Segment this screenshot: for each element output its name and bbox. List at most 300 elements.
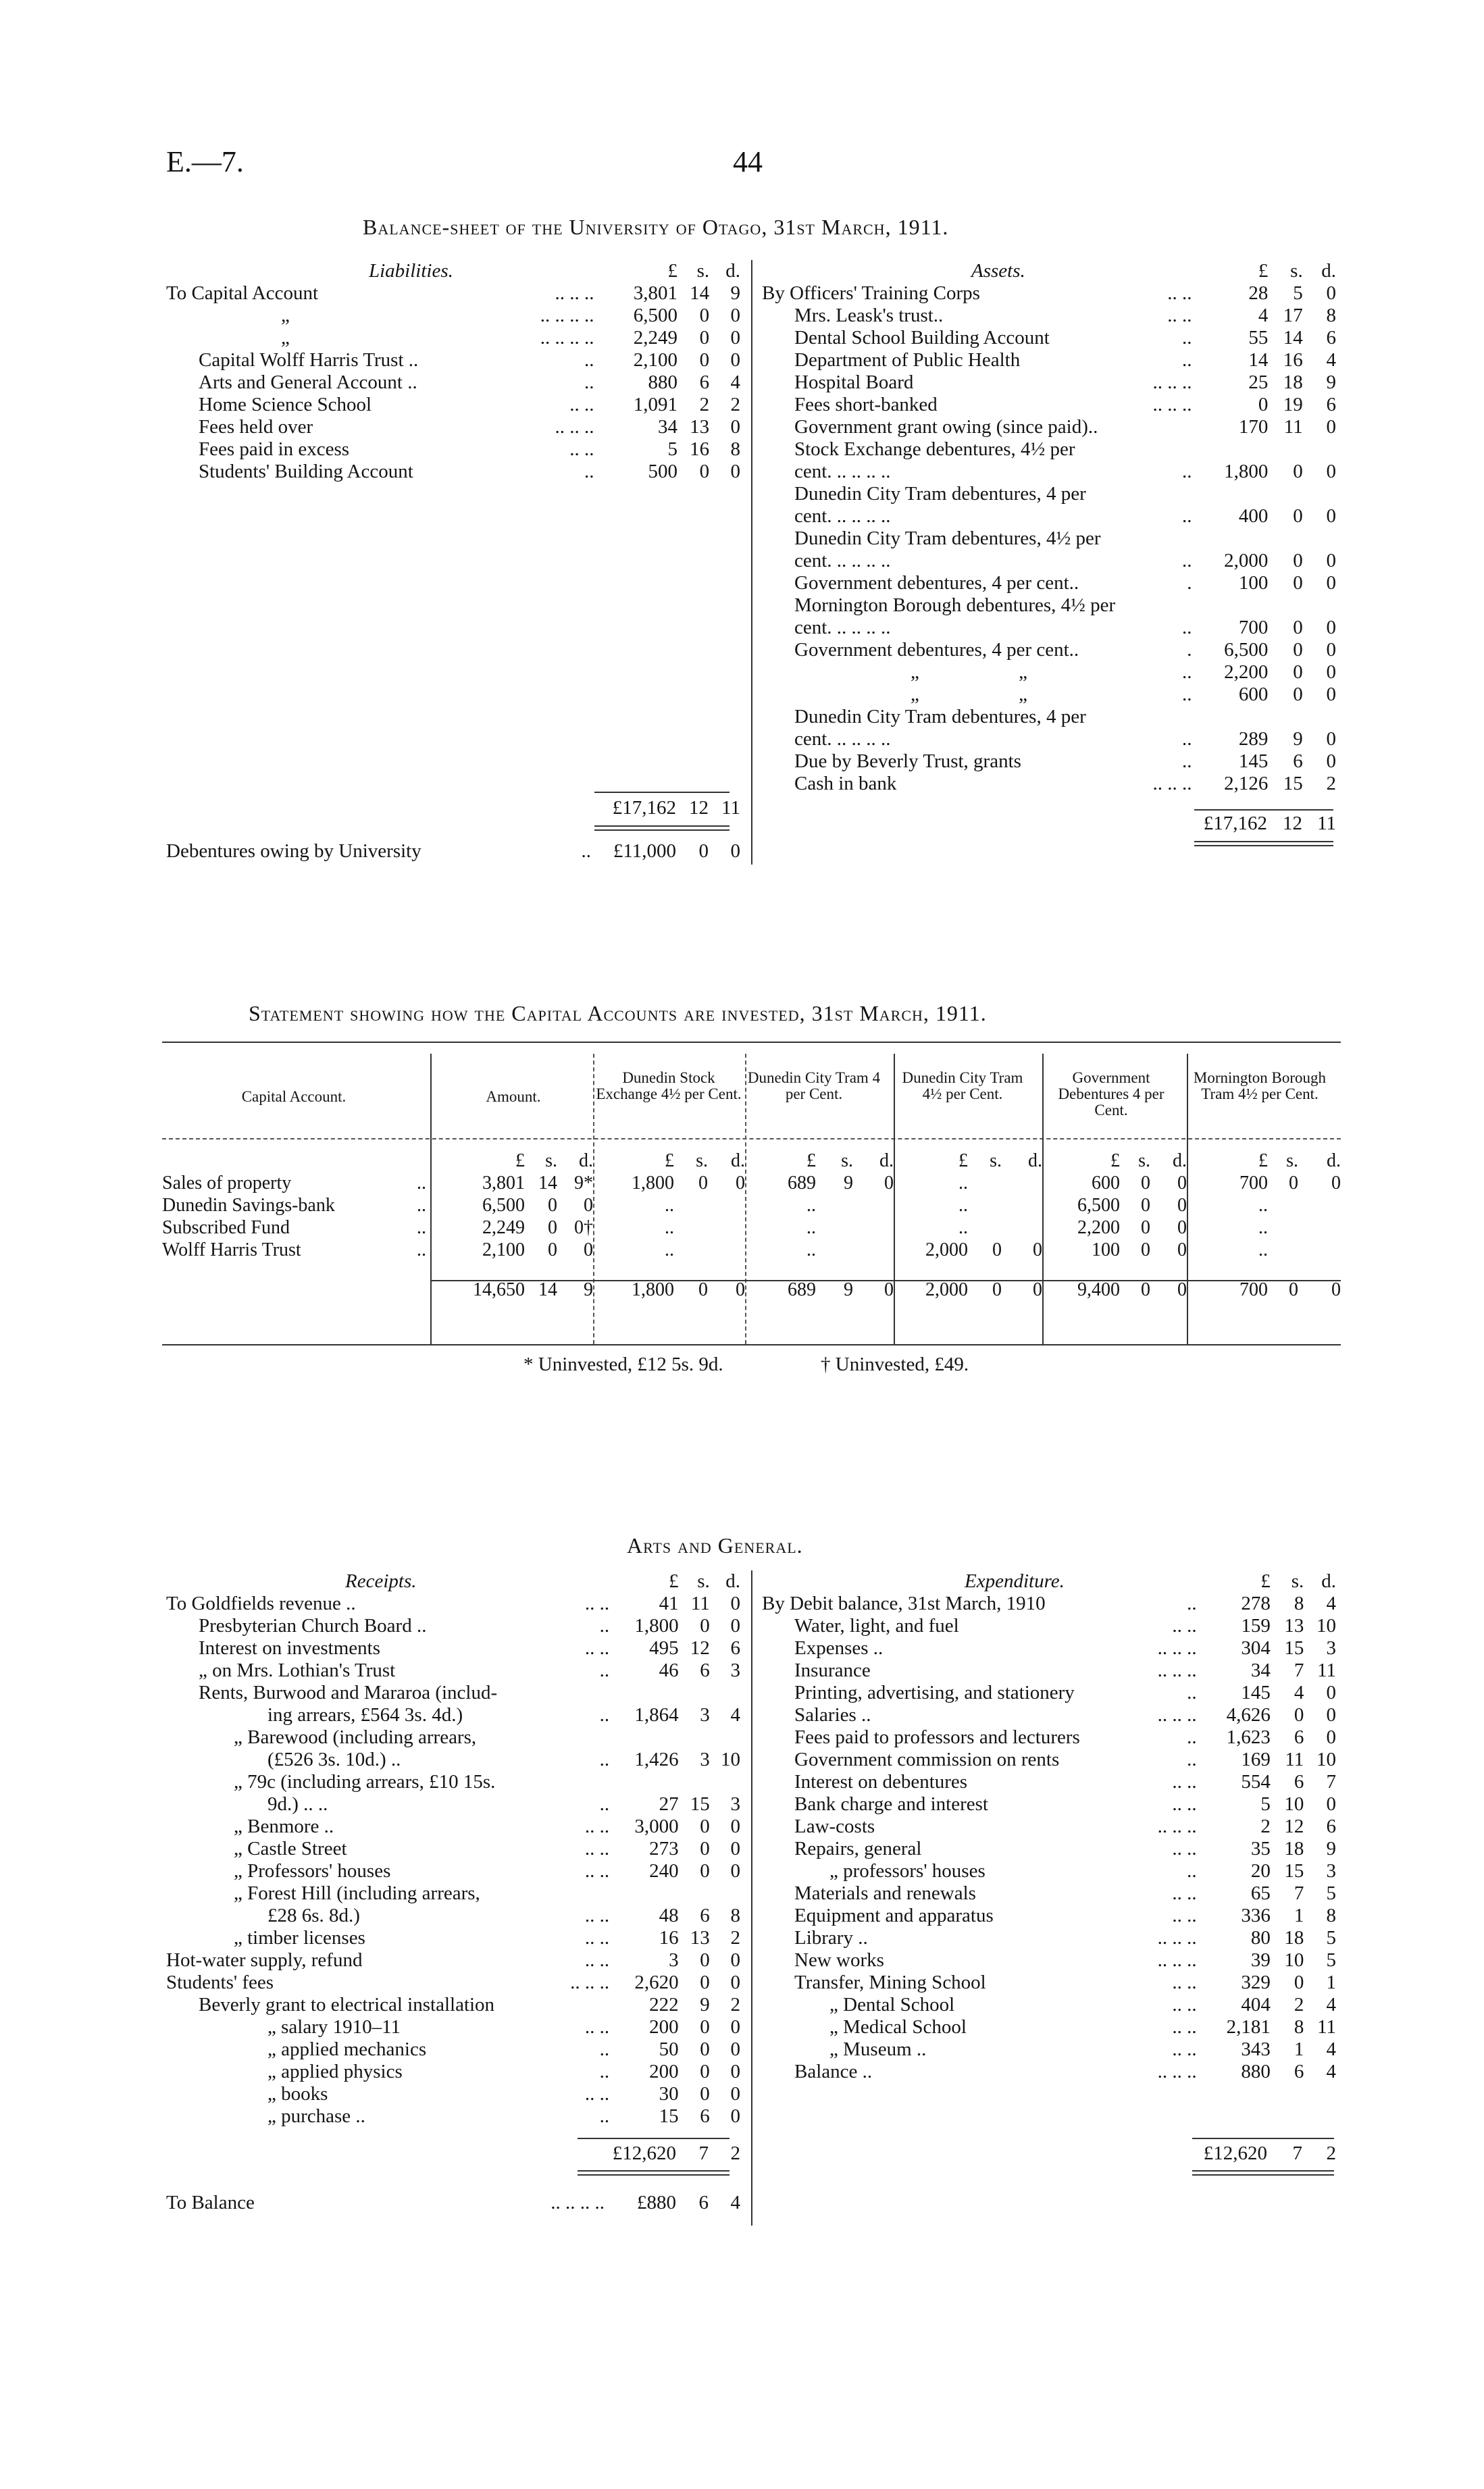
receipt-row bbox=[166, 2016, 740, 2038]
liability-row bbox=[166, 416, 740, 438]
asset-row bbox=[762, 438, 1336, 461]
capital-rows bbox=[162, 1150, 1341, 1301]
liabilities-heading: Liabilities. bbox=[369, 260, 453, 282]
receipt-pounds bbox=[613, 1682, 679, 1704]
asset-pence: 0 bbox=[1326, 461, 1336, 482]
asset-label: Dental School Building Account bbox=[794, 327, 1050, 349]
asset-pounds: 25 bbox=[1248, 371, 1269, 393]
asset-pence: 0 bbox=[1326, 550, 1336, 571]
asset-pence: 8 bbox=[1326, 305, 1336, 326]
asset-pence: 2 bbox=[1326, 773, 1336, 794]
capital-totals-blank bbox=[162, 1279, 385, 1301]
expenditure-label: By Debit balance, 31st March, 1910 bbox=[762, 1593, 1046, 1614]
expenditure-shillings: 6 bbox=[1294, 2061, 1304, 2082]
capital-dct45-pounds: 2,000 bbox=[925, 1239, 968, 1260]
expenditure-label: Library .. bbox=[794, 1927, 868, 1949]
expenditure-leader: .. bbox=[1187, 1593, 1197, 1614]
asset-pence: 0 bbox=[1326, 505, 1336, 527]
liability-shillings: 6 bbox=[699, 371, 710, 393]
expenditure-leader: .. .. .. bbox=[1157, 2061, 1197, 2082]
capital-amount-pounds: 2,100 bbox=[482, 1239, 525, 1260]
expenditure-label: Interest on debentures bbox=[794, 1771, 968, 1793]
asset-leader bbox=[1152, 528, 1196, 550]
expenditure-pounds: 4,626 bbox=[1226, 1704, 1271, 1726]
receipt-pence bbox=[710, 1771, 740, 1793]
capital-leader: .. bbox=[417, 1239, 426, 1260]
expenditure-pence: 11 bbox=[1317, 1660, 1336, 1681]
receipt-label: „ books bbox=[267, 2083, 328, 2105]
capital-footnote-1: * Uninvested, £12 5s. 9d. bbox=[523, 1354, 723, 1375]
liability-label: Students' Building Account bbox=[199, 461, 413, 482]
capital-leader: .. bbox=[417, 1195, 426, 1216]
asset-pence: 0 bbox=[1326, 684, 1336, 705]
asset-pounds bbox=[1196, 438, 1268, 461]
liability-label: „ bbox=[281, 327, 290, 349]
asset-leader bbox=[1152, 594, 1196, 617]
expenditure-pounds: 5 bbox=[1260, 1793, 1271, 1815]
receipt-row bbox=[166, 1704, 740, 1726]
expenditure-shillings: 8 bbox=[1294, 2016, 1304, 2038]
capital-dse-pence bbox=[708, 1194, 745, 1216]
asset-label: Stock Exchange debentures, 4½ per bbox=[794, 438, 1075, 460]
receipt-pounds: 50 bbox=[659, 2038, 679, 2060]
liability-label: Arts and General Account .. bbox=[199, 371, 417, 393]
asset-shillings: 0 bbox=[1293, 661, 1303, 683]
assets-double-rule bbox=[1194, 841, 1333, 842]
asset-pounds: 14 bbox=[1248, 349, 1269, 371]
capital-amount-pence: 0 bbox=[584, 1239, 593, 1260]
receipt-pence bbox=[710, 1682, 740, 1704]
asset-label: cent. .. .. .. .. bbox=[794, 505, 891, 527]
expenditure-shillings: 15 bbox=[1284, 1637, 1304, 1659]
asset-pence: 6 bbox=[1326, 327, 1336, 349]
capital-totals-row bbox=[162, 1279, 1341, 1301]
expenditure-leader: .. .. bbox=[1172, 1882, 1197, 1904]
receipt-pounds: 222 bbox=[649, 1994, 679, 2016]
capital-gov-pounds: 6,500 bbox=[1077, 1195, 1120, 1216]
capital-spacer bbox=[162, 1261, 1341, 1279]
receipt-pounds: 2,620 bbox=[634, 1972, 679, 1993]
receipt-pence: 2 bbox=[730, 1927, 740, 1949]
expenditure-pounds: 1,623 bbox=[1226, 1726, 1271, 1748]
liability-leader: .. .. .. bbox=[555, 282, 594, 304]
expenditure-pence-heading: d. bbox=[1321, 1570, 1336, 1592]
liability-shillings: 13 bbox=[690, 416, 710, 438]
expenditure-shillings: 6 bbox=[1294, 1726, 1304, 1748]
asset-pounds: 400 bbox=[1238, 505, 1269, 527]
liability-shillings: 0 bbox=[699, 349, 710, 371]
asset-row bbox=[762, 305, 1336, 327]
capital-dct4-pence: 0 bbox=[884, 1173, 894, 1194]
expenditure-leader: .. .. bbox=[1172, 1905, 1197, 1926]
expenditure-leader: .. .. bbox=[1172, 1771, 1197, 1793]
capital-table-wrap bbox=[162, 1150, 1341, 1301]
receipt-pence: 4 bbox=[730, 1704, 740, 1726]
receipt-leader: .. bbox=[599, 1793, 610, 1815]
asset-shillings: 0 bbox=[1293, 684, 1303, 705]
receipt-shillings: 3 bbox=[700, 1704, 710, 1726]
asset-pounds: 6,500 bbox=[1224, 639, 1269, 661]
expenditure-section bbox=[762, 1570, 1336, 2083]
receipt-pence: 0 bbox=[730, 1860, 740, 1882]
capital-gov-pounds: 600 bbox=[1092, 1173, 1120, 1194]
asset-label: Dunedin City Tram debentures, 4 per bbox=[794, 706, 1086, 727]
asset-pence: 9 bbox=[1326, 371, 1336, 393]
liability-row bbox=[166, 349, 740, 371]
capital-amount-pence: 0† bbox=[574, 1217, 593, 1238]
receipts-section bbox=[166, 1570, 740, 2128]
asset-row bbox=[762, 528, 1336, 550]
asset-label: Department of Public Health bbox=[794, 349, 1021, 371]
capital-units-row bbox=[162, 1150, 1341, 1172]
expenditure-pounds: 304 bbox=[1241, 1637, 1271, 1659]
capital-head-account: Capital Account. bbox=[241, 1088, 347, 1105]
capital-unit-pound: £ bbox=[807, 1150, 816, 1171]
capital-amount-pounds: 6,500 bbox=[482, 1195, 525, 1216]
expenditure-pence: 7 bbox=[1326, 1771, 1336, 1793]
expenditure-total-pounds: £12,620 bbox=[1203, 2142, 1267, 2164]
receipt-shillings: 9 bbox=[700, 1994, 710, 2016]
capital-bottom-rule bbox=[162, 1344, 1341, 1345]
asset-label: Mornington Borough debentures, 4½ per bbox=[794, 594, 1116, 616]
asset-shillings: 0 bbox=[1293, 505, 1303, 527]
asset-leader: .. bbox=[1181, 550, 1192, 571]
expenditure-label: New works bbox=[794, 1949, 884, 1971]
balance-sheet-divider bbox=[751, 260, 752, 865]
receipt-pounds: 15 bbox=[659, 2105, 679, 2127]
receipt-pence: 0 bbox=[730, 1949, 740, 1971]
receipt-leader: .. .. bbox=[584, 1905, 610, 1926]
debentures-shillings: 0 bbox=[698, 840, 709, 862]
liability-label: „ bbox=[281, 305, 290, 326]
capital-head-dct45: Dunedin City Tram 4½ per Cent. bbox=[902, 1069, 1023, 1102]
assets-total-rule bbox=[1194, 809, 1333, 811]
receipt-leader: .. .. bbox=[584, 2083, 610, 2105]
capital-morn-pence bbox=[1298, 1239, 1341, 1261]
expenditure-row bbox=[762, 1771, 1336, 1793]
expenditure-row bbox=[762, 1882, 1336, 1905]
capital-dct45-pence bbox=[1002, 1216, 1042, 1239]
receipt-pence: 0 bbox=[730, 2083, 740, 2105]
capital-total-gov-shillings: 0 bbox=[1141, 1279, 1150, 1300]
asset-row bbox=[762, 282, 1336, 305]
expenditure-pounds: 159 bbox=[1241, 1615, 1271, 1637]
expenditure-leader: .. .. .. bbox=[1157, 1927, 1197, 1949]
capital-dse-pence: 0 bbox=[736, 1173, 745, 1194]
liability-pounds: 3,801 bbox=[633, 282, 678, 304]
capital-totals-blank bbox=[385, 1279, 430, 1301]
expenditure-row bbox=[762, 1793, 1336, 1816]
liabilities-section bbox=[166, 260, 740, 483]
receipts-rows bbox=[166, 1593, 740, 2128]
expenditure-pence: 4 bbox=[1326, 1994, 1336, 2016]
receipt-row bbox=[166, 1905, 740, 1927]
asset-leader: . bbox=[1187, 572, 1192, 594]
asset-leader: .. bbox=[1181, 327, 1192, 349]
asset-pounds: 55 bbox=[1248, 327, 1269, 349]
capital-statement-title: Statement showing how the Capital Accounts are invested, 31st March, 1911. bbox=[249, 1001, 987, 1025]
receipt-pence: 6 bbox=[730, 1637, 740, 1659]
receipt-shillings bbox=[679, 1726, 710, 1749]
capital-total-dct4-pounds: 689 bbox=[788, 1279, 816, 1300]
expenditure-pence: 1 bbox=[1326, 1972, 1336, 1993]
expenditure-shillings: 10 bbox=[1284, 1793, 1304, 1815]
balance-line bbox=[166, 2192, 740, 2214]
receipt-row bbox=[166, 2083, 740, 2105]
capital-gov-shillings: 0 bbox=[1141, 1195, 1150, 1216]
liability-pounds: 500 bbox=[648, 461, 678, 482]
expenditure-pounds: 404 bbox=[1241, 1994, 1271, 2016]
expenditure-shillings: 18 bbox=[1284, 1838, 1304, 1859]
expenditure-pounds: 145 bbox=[1241, 1682, 1271, 1703]
receipts-heading: Receipts. bbox=[345, 1570, 417, 1592]
receipt-pounds: 240 bbox=[649, 1860, 679, 1882]
receipt-label: „ on Mrs. Lothian's Trust bbox=[199, 1660, 396, 1681]
liability-label: Fees held over bbox=[199, 416, 313, 438]
receipt-row bbox=[166, 1771, 740, 1793]
receipt-pounds: 1,864 bbox=[634, 1704, 679, 1726]
capital-total-rule bbox=[430, 1280, 1341, 1281]
liabilities-total-pence: 11 bbox=[721, 797, 740, 819]
receipt-pounds: 1,800 bbox=[634, 1615, 679, 1637]
capital-head-mornington: Mornington Borough Tram 4½ per Cent. bbox=[1193, 1069, 1327, 1102]
asset-pence: 6 bbox=[1326, 394, 1336, 415]
receipt-pounds: 273 bbox=[649, 1838, 679, 1859]
capital-unit-shilling: s. bbox=[696, 1150, 708, 1171]
expenditure-row bbox=[762, 1994, 1336, 2016]
capital-dct4-pence bbox=[853, 1194, 894, 1216]
expenditure-shillings: 1 bbox=[1294, 2038, 1304, 2060]
asset-row bbox=[762, 483, 1336, 505]
expenditure-shillings: 1 bbox=[1294, 1905, 1304, 1926]
capital-unit-pence: d. bbox=[731, 1150, 745, 1171]
asset-pounds bbox=[1196, 528, 1268, 550]
expenditure-leader: .. .. bbox=[1172, 2038, 1197, 2060]
capital-leader: .. bbox=[417, 1173, 426, 1194]
expenditure-pence: 0 bbox=[1326, 1682, 1336, 1703]
receipt-label: 9d.) .. .. bbox=[267, 1793, 328, 1815]
receipt-row bbox=[166, 1994, 740, 2016]
receipt-shillings: 12 bbox=[690, 1637, 710, 1659]
capital-unit-pence: d. bbox=[579, 1150, 593, 1171]
capital-total-dse-pence: 0 bbox=[736, 1279, 745, 1300]
capital-account-label: Sales of property bbox=[162, 1173, 292, 1194]
receipt-shillings: 0 bbox=[700, 1972, 710, 1993]
expenditure-label: Salaries .. bbox=[794, 1704, 871, 1726]
asset-shillings: 15 bbox=[1283, 773, 1303, 794]
expenditure-table bbox=[762, 1570, 1336, 2083]
asset-label: cent. .. .. .. .. bbox=[794, 728, 891, 750]
asset-label: cent. .. .. .. .. bbox=[794, 550, 891, 571]
asset-leader: .. .. .. bbox=[1152, 371, 1192, 393]
capital-dct45-shillings bbox=[968, 1194, 1002, 1216]
asset-pounds: 289 bbox=[1238, 728, 1269, 750]
capital-morn-pounds: .. bbox=[1258, 1239, 1268, 1260]
capital-unit-pound: £ bbox=[958, 1150, 968, 1171]
capital-dse-shillings bbox=[674, 1239, 708, 1261]
liability-leader: .. .. bbox=[569, 394, 594, 415]
balance-shillings: 6 bbox=[698, 2192, 709, 2213]
asset-shillings bbox=[1268, 706, 1302, 728]
page-number: 44 bbox=[733, 145, 763, 178]
receipt-pounds: 495 bbox=[649, 1637, 679, 1659]
expenditure-row bbox=[762, 1615, 1336, 1637]
capital-unit-shilling: s. bbox=[1286, 1150, 1298, 1171]
receipt-pounds bbox=[613, 1882, 679, 1905]
capital-units-blank bbox=[162, 1150, 385, 1172]
expenditure-pounds: 336 bbox=[1241, 1905, 1271, 1926]
expenditure-leader: .. bbox=[1187, 1682, 1197, 1703]
receipt-pounds: 200 bbox=[649, 2061, 679, 2082]
expenditure-pence: 11 bbox=[1317, 2016, 1336, 2038]
receipt-leader: .. bbox=[599, 1660, 610, 1681]
receipt-pence: 8 bbox=[730, 1905, 740, 1926]
capital-table bbox=[162, 1150, 1341, 1301]
expenditure-pence: 10 bbox=[1316, 1749, 1336, 1770]
asset-row bbox=[762, 773, 1336, 795]
expenditure-label: Repairs, general bbox=[794, 1838, 922, 1859]
asset-shillings: 9 bbox=[1293, 728, 1303, 750]
asset-shillings: 14 bbox=[1283, 327, 1303, 349]
asset-pence: 0 bbox=[1326, 572, 1336, 594]
expenditure-row bbox=[762, 1838, 1336, 1860]
expenditure-pence: 0 bbox=[1326, 1704, 1336, 1726]
liability-pounds: 2,249 bbox=[633, 327, 678, 349]
liability-row bbox=[166, 438, 740, 461]
expenditure-double-rule-2 bbox=[1192, 2174, 1334, 2176]
asset-leader: .. bbox=[1181, 728, 1192, 750]
expenditure-rows bbox=[762, 1593, 1336, 2083]
capital-morn-shillings: 0 bbox=[1289, 1173, 1298, 1194]
capital-gov-pence: 0 bbox=[1177, 1195, 1187, 1216]
asset-row bbox=[762, 461, 1336, 483]
expenditure-shilling-heading: s. bbox=[1291, 1570, 1304, 1592]
capital-unit-pence: d. bbox=[1173, 1150, 1187, 1171]
receipt-leader: .. .. .. bbox=[570, 1972, 610, 1993]
receipt-shillings: 0 bbox=[700, 1615, 710, 1637]
expenditure-row bbox=[762, 1949, 1336, 1972]
capital-total-morn-shillings: 0 bbox=[1289, 1279, 1298, 1300]
liability-label: Fees paid in excess bbox=[199, 438, 350, 460]
expenditure-row bbox=[762, 1593, 1336, 1615]
capital-unit-shilling: s. bbox=[545, 1150, 557, 1171]
capital-head-dct4: Dunedin City Tram 4 per Cent. bbox=[747, 1069, 881, 1102]
capital-gov-shillings: 0 bbox=[1141, 1217, 1150, 1238]
asset-leader bbox=[1152, 438, 1196, 461]
asset-pence: 0 bbox=[1326, 750, 1336, 772]
liability-leader: .. .. .. bbox=[555, 416, 594, 438]
expenditure-pounds: 343 bbox=[1241, 2038, 1271, 2060]
balance-leader: .. .. .. .. bbox=[551, 2192, 605, 2213]
assets-section bbox=[762, 260, 1336, 795]
receipt-leader: .. bbox=[599, 1615, 610, 1637]
receipt-label: £28 6s. 8d.) bbox=[267, 1905, 360, 1926]
asset-pounds: 1,800 bbox=[1224, 461, 1269, 482]
receipt-pence: 3 bbox=[730, 1793, 740, 1815]
capital-amount-pounds: 2,249 bbox=[482, 1217, 525, 1238]
asset-shillings: 0 bbox=[1293, 572, 1303, 594]
expenditure-total bbox=[762, 2142, 1336, 2165]
debentures-pounds: £11,000 bbox=[613, 840, 676, 862]
capital-dct45-shillings bbox=[968, 1216, 1002, 1239]
receipt-shillings: 0 bbox=[700, 2061, 710, 2082]
liability-pence: 9 bbox=[730, 282, 740, 304]
receipt-leader: .. bbox=[599, 1749, 610, 1770]
receipt-row bbox=[166, 2105, 740, 2128]
receipt-shillings: 6 bbox=[700, 1660, 710, 1681]
receipt-pounds bbox=[613, 1726, 679, 1749]
asset-pounds: 4 bbox=[1258, 305, 1269, 326]
receipt-shillings: 15 bbox=[690, 1793, 710, 1815]
asset-pounds bbox=[1196, 594, 1268, 617]
receipt-shillings: 0 bbox=[700, 1838, 710, 1859]
liability-shillings: 0 bbox=[699, 461, 710, 482]
capital-gov-shillings: 0 bbox=[1141, 1239, 1150, 1260]
liability-leader: .. bbox=[584, 371, 594, 393]
receipt-row bbox=[166, 1660, 740, 1682]
capital-header-rule bbox=[162, 1138, 1341, 1139]
receipt-label: Beverly grant to electrical installation bbox=[199, 1994, 495, 2016]
receipt-row bbox=[166, 1726, 740, 1749]
receipt-pence: 0 bbox=[730, 2038, 740, 2060]
pence-heading: d. bbox=[725, 260, 740, 282]
expenditure-pounds: 35 bbox=[1250, 1838, 1271, 1859]
capital-unit-shilling: s. bbox=[990, 1150, 1002, 1171]
asset-shillings bbox=[1268, 594, 1302, 617]
capital-amount-pounds: 3,801 bbox=[482, 1173, 525, 1194]
expenditure-leader: .. .. .. bbox=[1157, 1949, 1197, 1971]
assets-heading: Assets. bbox=[971, 260, 1025, 282]
expenditure-shillings: 7 bbox=[1294, 1660, 1304, 1681]
asset-label: Dunedin City Tram debentures, 4 per bbox=[794, 483, 1086, 505]
asset-row bbox=[762, 617, 1336, 639]
expenditure-pence: 6 bbox=[1326, 1816, 1336, 1837]
receipt-pounds bbox=[613, 1771, 679, 1793]
assets-total-pounds: £17,162 bbox=[1203, 813, 1267, 834]
expenditure-row bbox=[762, 1660, 1336, 1682]
expenditure-label: Expenses .. bbox=[794, 1637, 884, 1659]
receipt-row bbox=[166, 1972, 740, 1994]
receipt-label: Students' fees bbox=[166, 1972, 274, 1993]
capital-dse-pounds: .. bbox=[665, 1239, 674, 1260]
receipt-label: „ Benmore .. bbox=[234, 1816, 334, 1837]
receipt-row bbox=[166, 1949, 740, 1972]
capital-dct45-pounds: .. bbox=[958, 1173, 968, 1194]
receipt-pence bbox=[710, 1882, 740, 1905]
capital-spacer-cell bbox=[162, 1261, 1341, 1279]
asset-row bbox=[762, 572, 1336, 594]
receipt-label: (£526 3s. 10d.) .. bbox=[267, 1749, 401, 1770]
asset-leader: .. .. bbox=[1167, 305, 1192, 326]
receipt-label: „ Professors' houses bbox=[234, 1860, 391, 1882]
liability-label: Home Science School bbox=[199, 394, 372, 415]
liability-row bbox=[166, 371, 740, 394]
liability-pounds: 5 bbox=[667, 438, 678, 460]
capital-total-dse-pounds: 1,800 bbox=[632, 1279, 674, 1300]
expenditure-row bbox=[762, 1682, 1336, 1704]
capital-amount-shillings: 14 bbox=[538, 1173, 557, 1194]
asset-row bbox=[762, 371, 1336, 394]
asset-shillings: 19 bbox=[1283, 394, 1303, 415]
capital-dct4-shillings bbox=[816, 1239, 853, 1261]
capital-account-label: Dunedin Savings-bank bbox=[162, 1195, 335, 1216]
receipt-leader: .. bbox=[599, 2061, 610, 2082]
receipt-leader: .. .. bbox=[584, 1860, 610, 1882]
expenditure-shillings: 0 bbox=[1294, 1972, 1304, 1993]
capital-total-gov-pounds: 9,400 bbox=[1077, 1279, 1120, 1300]
expenditure-label: Insurance bbox=[794, 1660, 871, 1681]
asset-leader bbox=[1152, 706, 1196, 728]
